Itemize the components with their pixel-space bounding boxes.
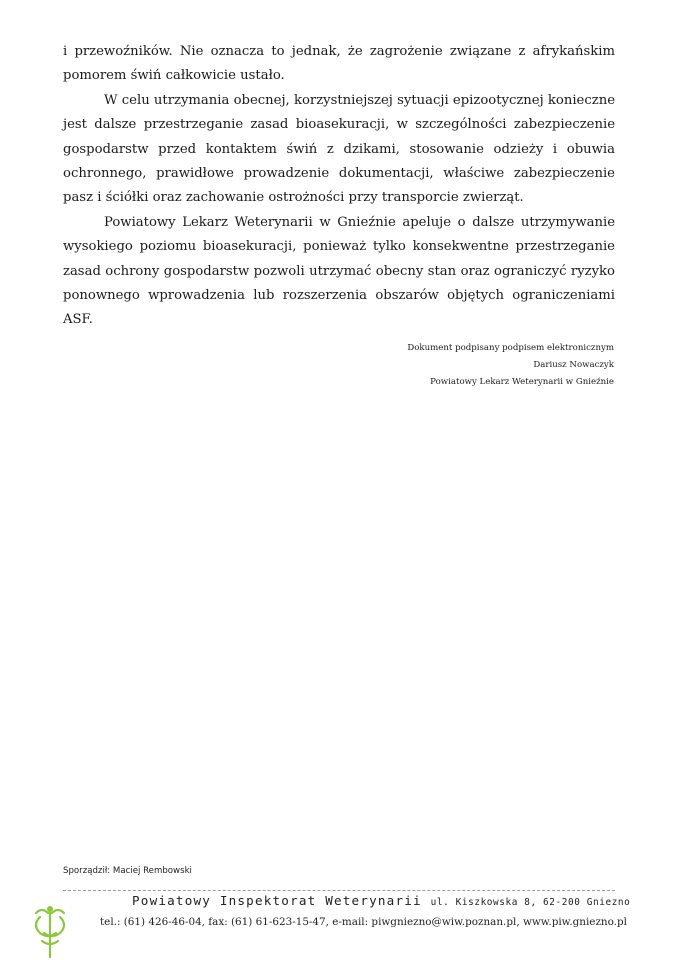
signature-block xyxy=(334,340,614,391)
footer-institution-line xyxy=(132,893,630,908)
paragraph-3: Powiatowy Lekarz Weterynarii w Gnieźnie apeluje o dalsze utrzymywanie wysokiego poziomu bioasekuracji, ponieważ tylko konsekwentne przestrzeganie zasad ochrony gospodarstw pozwoli utrzymać obecny stan oraz ograniczyć ryzyko ponownego wprowadzenia lub rozszerzenia obszarów objętych ograniczeniami ASF. xyxy=(63,214,615,328)
paragraph-1: i przewoźników. Nie oznacza to jednak, że zagrożenie związane z afrykańskim pomorem świń całkowicie ustało. xyxy=(63,44,615,84)
signatory-name: Dariusz Nowaczyk xyxy=(533,360,614,370)
paragraph-2: W celu utrzymania obecnej, korzystniejszej sytuacji epizootycznej konieczne jest dalsze przestrzeganie zasad bioasekuracji, w szczególności zabezpieczenie gospodarstw przed kontaktem świń z dzikami, stosowanie odzieży i obuwia ochronnego, prawidłowe prowadzenie dokumentacji, właściwe zabezpieczenie pasz i ściółki oraz zachowanie ostrożności przy transporcie zwierząt. xyxy=(63,92,615,206)
footer-contact: tel.: (61) 426-46-04, fax: (61) 61-623-15-47, e-mail: piwgniezno@wiw.poznan.pl, www.piw.gniezno.pl xyxy=(100,916,627,928)
prepared-by: Sporządził: Maciej Rembowski xyxy=(63,866,192,876)
veterinary-caduceus-icon xyxy=(28,903,72,959)
signature-note: Dokument podpisany podpisem elektronicznym xyxy=(407,343,614,353)
footer-address: ul. Kiszkowska 8, 62-200 Gniezno xyxy=(430,897,631,908)
signatory-position: Powiatowy Lekarz Weterynarii w Gnieźnie xyxy=(430,377,614,387)
footer-institution: Powiatowy Inspektorat Weterynarii xyxy=(132,893,422,908)
footer-divider xyxy=(63,890,615,891)
document-body xyxy=(63,40,615,333)
